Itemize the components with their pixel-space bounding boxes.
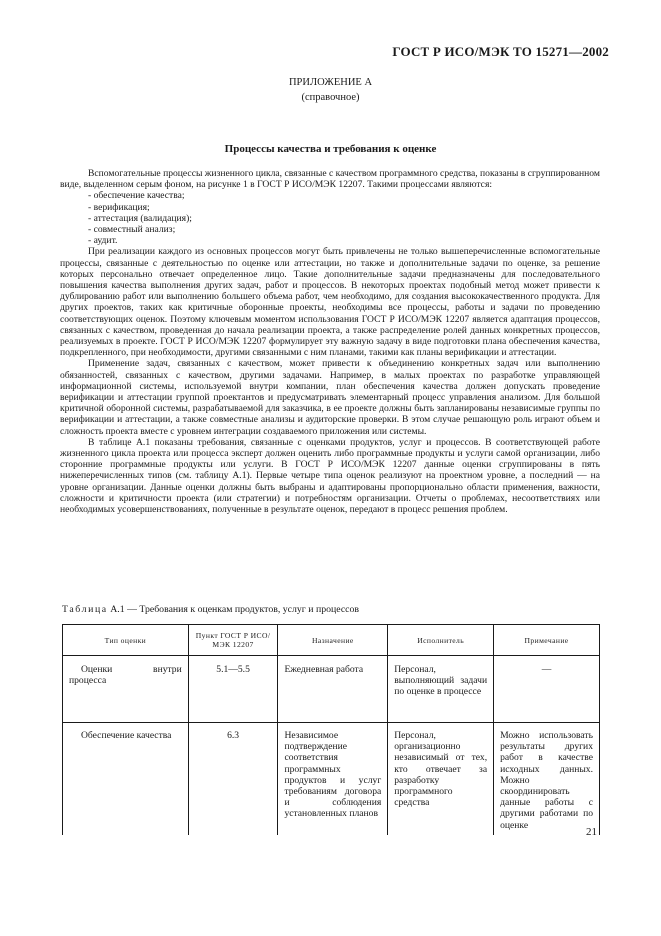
column-header-purpose: Назначение bbox=[278, 625, 388, 656]
column-header-clause: Пункт ГОСТ Р ИСО/МЭК 12207 bbox=[188, 625, 278, 656]
table-row bbox=[63, 656, 600, 723]
table-caption-text: А.1 — Требования к оценкам продуктов, услуг и процессов bbox=[110, 604, 360, 615]
requirements-table bbox=[62, 624, 600, 835]
body-text bbox=[60, 168, 600, 515]
column-header-type: Тип оценки bbox=[63, 625, 189, 656]
cell-executor: Персонал, выполняющий задачи по оценке в процессе bbox=[388, 656, 494, 723]
column-header-executor: Исполнитель bbox=[388, 625, 494, 656]
list-item: - аудит. bbox=[88, 235, 118, 247]
cell-clause: 6.3 bbox=[188, 723, 278, 835]
list-item: - совместный анализ; bbox=[88, 224, 176, 236]
quality-process-list bbox=[60, 190, 600, 246]
cell-note: — bbox=[494, 656, 600, 723]
appendix-reference: (справочное) bbox=[301, 92, 360, 103]
appendix-title: ПРИЛОЖЕНИЕ А bbox=[288, 77, 373, 88]
list-item: - аттестация (валидация); bbox=[88, 212, 192, 224]
page-number: 21 bbox=[586, 826, 597, 838]
cell-clause: 5.1—5.5 bbox=[188, 656, 278, 723]
cell-note: Можно использовать результаты других работ в качестве исходных данных. Можно скоординировать данные работы с другими работами по оценке bbox=[494, 723, 600, 835]
list-item: - обеспечение качества; bbox=[88, 190, 185, 202]
paragraph-3: Применение задач, связанных с качеством, может привести к объединению конкретных задач или выполнению обязанностей, связанных с качеством, другими задачами. Например, в малых проектах по разработке управляющей информационной системы, используемой внутри компании, план обеспечения качества должен допускать проведение верификации и аттестации группой проектантов и предусматривать элементарный процесс управления анализом. Для большой критичной оборонной системы, разрабатываемой для заказчика, в ее проекте должны быть запланированы независимые группы по верификации и аттестации, а также совместные анализы и аудиторские проверки. В этом случае решающую роль играют объем и сложность проекта вместе с уровнем интеграции создаваемого приложения или системы. bbox=[60, 358, 600, 437]
list-item: - верификация; bbox=[88, 201, 150, 213]
table-header-row bbox=[63, 625, 600, 656]
column-header-note: Примечание bbox=[494, 625, 600, 656]
paragraph-intro: Вспомогательные процессы жизненного цикла, связанные с качеством программного средства, показаны в сгруппированном виде, выделенном серым фоном, на рисунке 1 в ГОСТ Р ИСО/МЭК 12207. Такими процессами являются: bbox=[60, 168, 600, 191]
section-title: Процессы качества и требования к оценке bbox=[224, 143, 437, 155]
table-row bbox=[63, 723, 600, 835]
cell-type: Обеспечение качества bbox=[63, 723, 189, 835]
cell-type: Оценки внутри процесса bbox=[63, 656, 189, 723]
appendix-heading bbox=[0, 76, 661, 105]
cell-executor: Персонал, организационно независимый от тех, кто отвечает за разработку программного средства bbox=[388, 723, 494, 835]
cell-purpose: Ежедневная работа bbox=[278, 656, 388, 723]
table-caption bbox=[62, 604, 359, 615]
cell-purpose: Независимое подтверждение соответствия программных продуктов и услуг требованиям договора и соблюдения установленных планов bbox=[278, 723, 388, 835]
table-caption-label: Таблица bbox=[62, 604, 108, 615]
paragraph-2: При реализации каждого из основных процессов могут быть привлечены не только вышеперечисленные вспомогательные процессы, связанные с деятельностью по оценке или аттестации, но также и дополнительные задачи по оценке, за решение которых персонально отвечает определенное лицо. Такие дополнительные задачи предназначены для последовательного повышения качества выполнения других задач, работ и процессов. В некоторых проектах подобный метод может привести к дублированию работ или выполнению большего объема работ, чем необходимо, для создания высококачественного продукта. Для других проектов, таких как критичные оборонные проекты, необходимы все процессы, работы и задачи по проведению соответствующих оценок. Поэтому ключевым моментом использования ГОСТ Р ИСО/МЭК 12207 является адаптация процессов, связанных с качеством, проведенная до начала реализации проекта, а также распределение ролей данных конкретных процессов, реализуемых в проекте. ГОСТ Р ИСО/МЭК 12207 формулирует эту важную задачу в виде подготовки плана обеспечения качества, подкрепленного, при необходимости, другими связанными с ним планами, такими как планы верификации и аттестации. bbox=[60, 246, 600, 359]
paragraph-4: В таблице А.1 показаны требования, связанные с оценками продуктов, услуг и процессов. В соответствующей работе жизненного цикла проекта или процесса эксперт должен оценить либо программные продукты и услуги самой организации, либо сторонние программные продукты или услуги. В ГОСТ Р ИСО/МЭК 12207 данные оценки сгруппированы в пять нижеперечисленных типов (см. таблицу А.1). Первые четыре типа оценок реализуют на проектном уровне, а последний — на уровне организации. Данные оценки должны быть выбраны и адаптированы пропорционально области применения, важности, сложности и критичности проекта (или стратегии) и потребностям организации. Отчеты о проблемах, несоответствиях или необходимых усовершенствованиях, полученные в результате оценок, передают в процесс решения проблем. bbox=[60, 436, 600, 516]
document-code: ГОСТ Р ИСО/МЭК ТО 15271—2002 bbox=[392, 44, 609, 59]
